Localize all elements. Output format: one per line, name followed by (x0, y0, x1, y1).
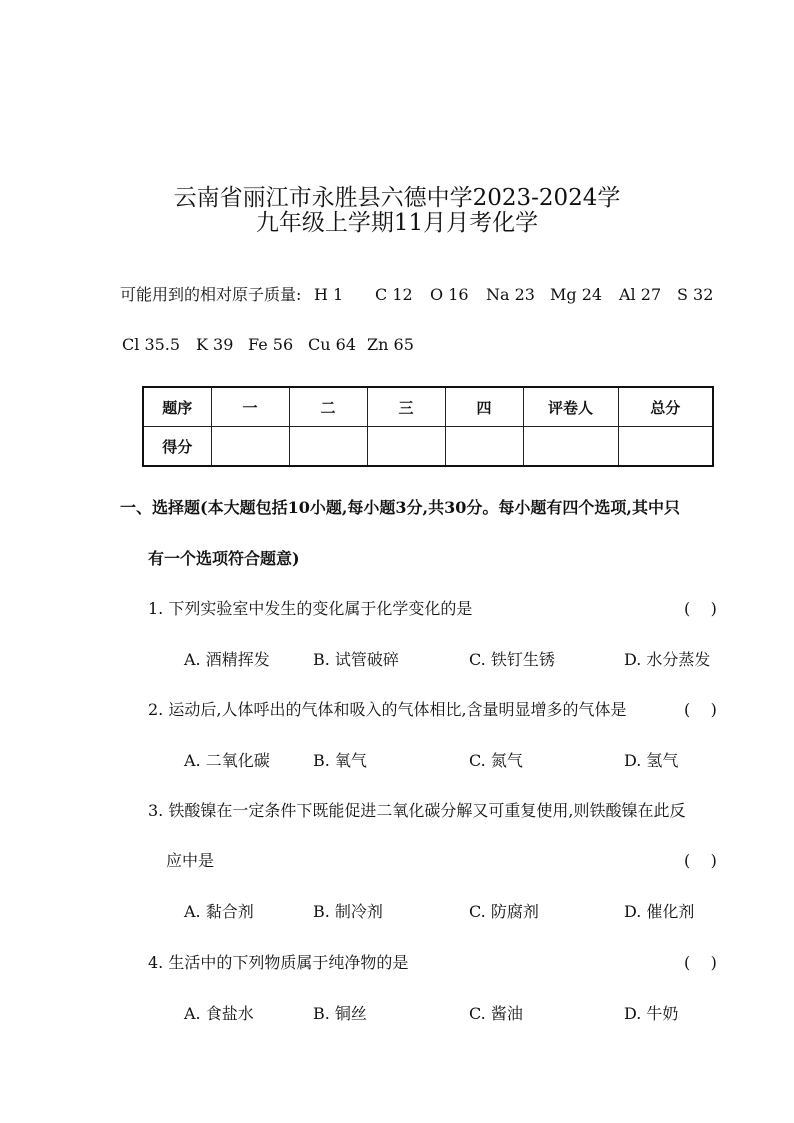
document-title-line2: 九年级上学期11月月考化学 (255, 210, 539, 236)
option-a: A. 食盐水 (184, 1004, 254, 1023)
option-c: C. 酱油 (469, 1004, 523, 1023)
score-header-cell: 题序 (143, 387, 211, 427)
atomic-mass-prefix: 可能用到的相对原子质量: (120, 285, 302, 304)
score-cell (445, 427, 523, 467)
answer-parentheses: ( ) (684, 953, 717, 972)
score-header-cell: 四 (445, 387, 523, 427)
score-cell (211, 427, 289, 467)
document-title-line1: 云南省丽江市永胜县六德中学2023-2024学 (173, 185, 621, 211)
option-b: B. 氧气 (313, 751, 367, 770)
question-stem: 2. 运动后,人体呼出的气体和吸入的气体相比,含量明显增多的气体是 (148, 700, 627, 719)
atomic-mass-item: Cu 64 (308, 335, 356, 354)
atomic-mass-item: Fe 56 (248, 335, 294, 354)
score-table (142, 386, 714, 467)
option-c: C. 氮气 (469, 751, 523, 770)
score-header-cell: 一 (211, 387, 289, 427)
score-table-score-row (143, 427, 713, 467)
answer-parentheses: ( ) (684, 599, 717, 618)
score-header-cell: 三 (367, 387, 445, 427)
atomic-mass-item: O 16 (430, 285, 469, 304)
question-stem: 1. 下列实验室中发生的变化属于化学变化的是 (148, 599, 473, 618)
atomic-mass-item: S 32 (677, 285, 714, 304)
option-c: C. 铁钉生锈 (469, 650, 555, 669)
question-stem-continued: 应中是 (166, 851, 215, 870)
option-c: C. 防腐剂 (469, 902, 539, 921)
option-d: D. 催化剂 (624, 902, 695, 921)
section-heading-line2: 有一个选项符合题意) (148, 549, 300, 568)
score-header-cell: 二 (289, 387, 367, 427)
atomic-mass-item: C 12 (375, 285, 413, 304)
atomic-mass-item: K 39 (196, 335, 234, 354)
atomic-mass-item: Na 23 (486, 285, 535, 304)
option-b: B. 制冷剂 (313, 902, 383, 921)
option-b: B. 试管破碎 (313, 650, 399, 669)
score-table-header-row (143, 387, 713, 427)
option-d: D. 牛奶 (624, 1004, 679, 1023)
question-stem: 4. 生活中的下列物质属于纯净物的是 (148, 953, 409, 972)
option-a: A. 黏合剂 (184, 902, 254, 921)
option-b: B. 铜丝 (313, 1004, 367, 1023)
score-header-cell: 评卷人 (523, 387, 618, 427)
question-stem: 3. 铁酸镍在一定条件下既能促进二氧化碳分解又可重复使用,则铁酸镍在此反 (148, 801, 686, 820)
score-cell (367, 427, 445, 467)
atomic-mass-item: H 1 (314, 285, 344, 304)
option-d: D. 氢气 (624, 751, 679, 770)
atomic-mass-item: Zn 65 (367, 335, 414, 354)
atomic-mass-item: Mg 24 (550, 285, 603, 304)
score-cell (289, 427, 367, 467)
atomic-mass-item: Cl 35.5 (122, 335, 181, 354)
score-header-cell: 总分 (618, 387, 713, 427)
option-a: A. 酒精挥发 (184, 650, 270, 669)
score-row-label: 得分 (143, 427, 211, 467)
score-cell (523, 427, 618, 467)
answer-parentheses: ( ) (684, 700, 717, 719)
atomic-mass-item: Al 27 (619, 285, 662, 304)
option-d: D. 水分蒸发 (624, 650, 711, 669)
score-cell (618, 427, 713, 467)
answer-parentheses: ( ) (684, 851, 717, 870)
option-a: A. 二氧化碳 (184, 751, 270, 770)
section-heading-line1: 一、选择题(本大题包括10小题,每小题3分,共30分。每小题有四个选项,其中只 (120, 498, 680, 517)
